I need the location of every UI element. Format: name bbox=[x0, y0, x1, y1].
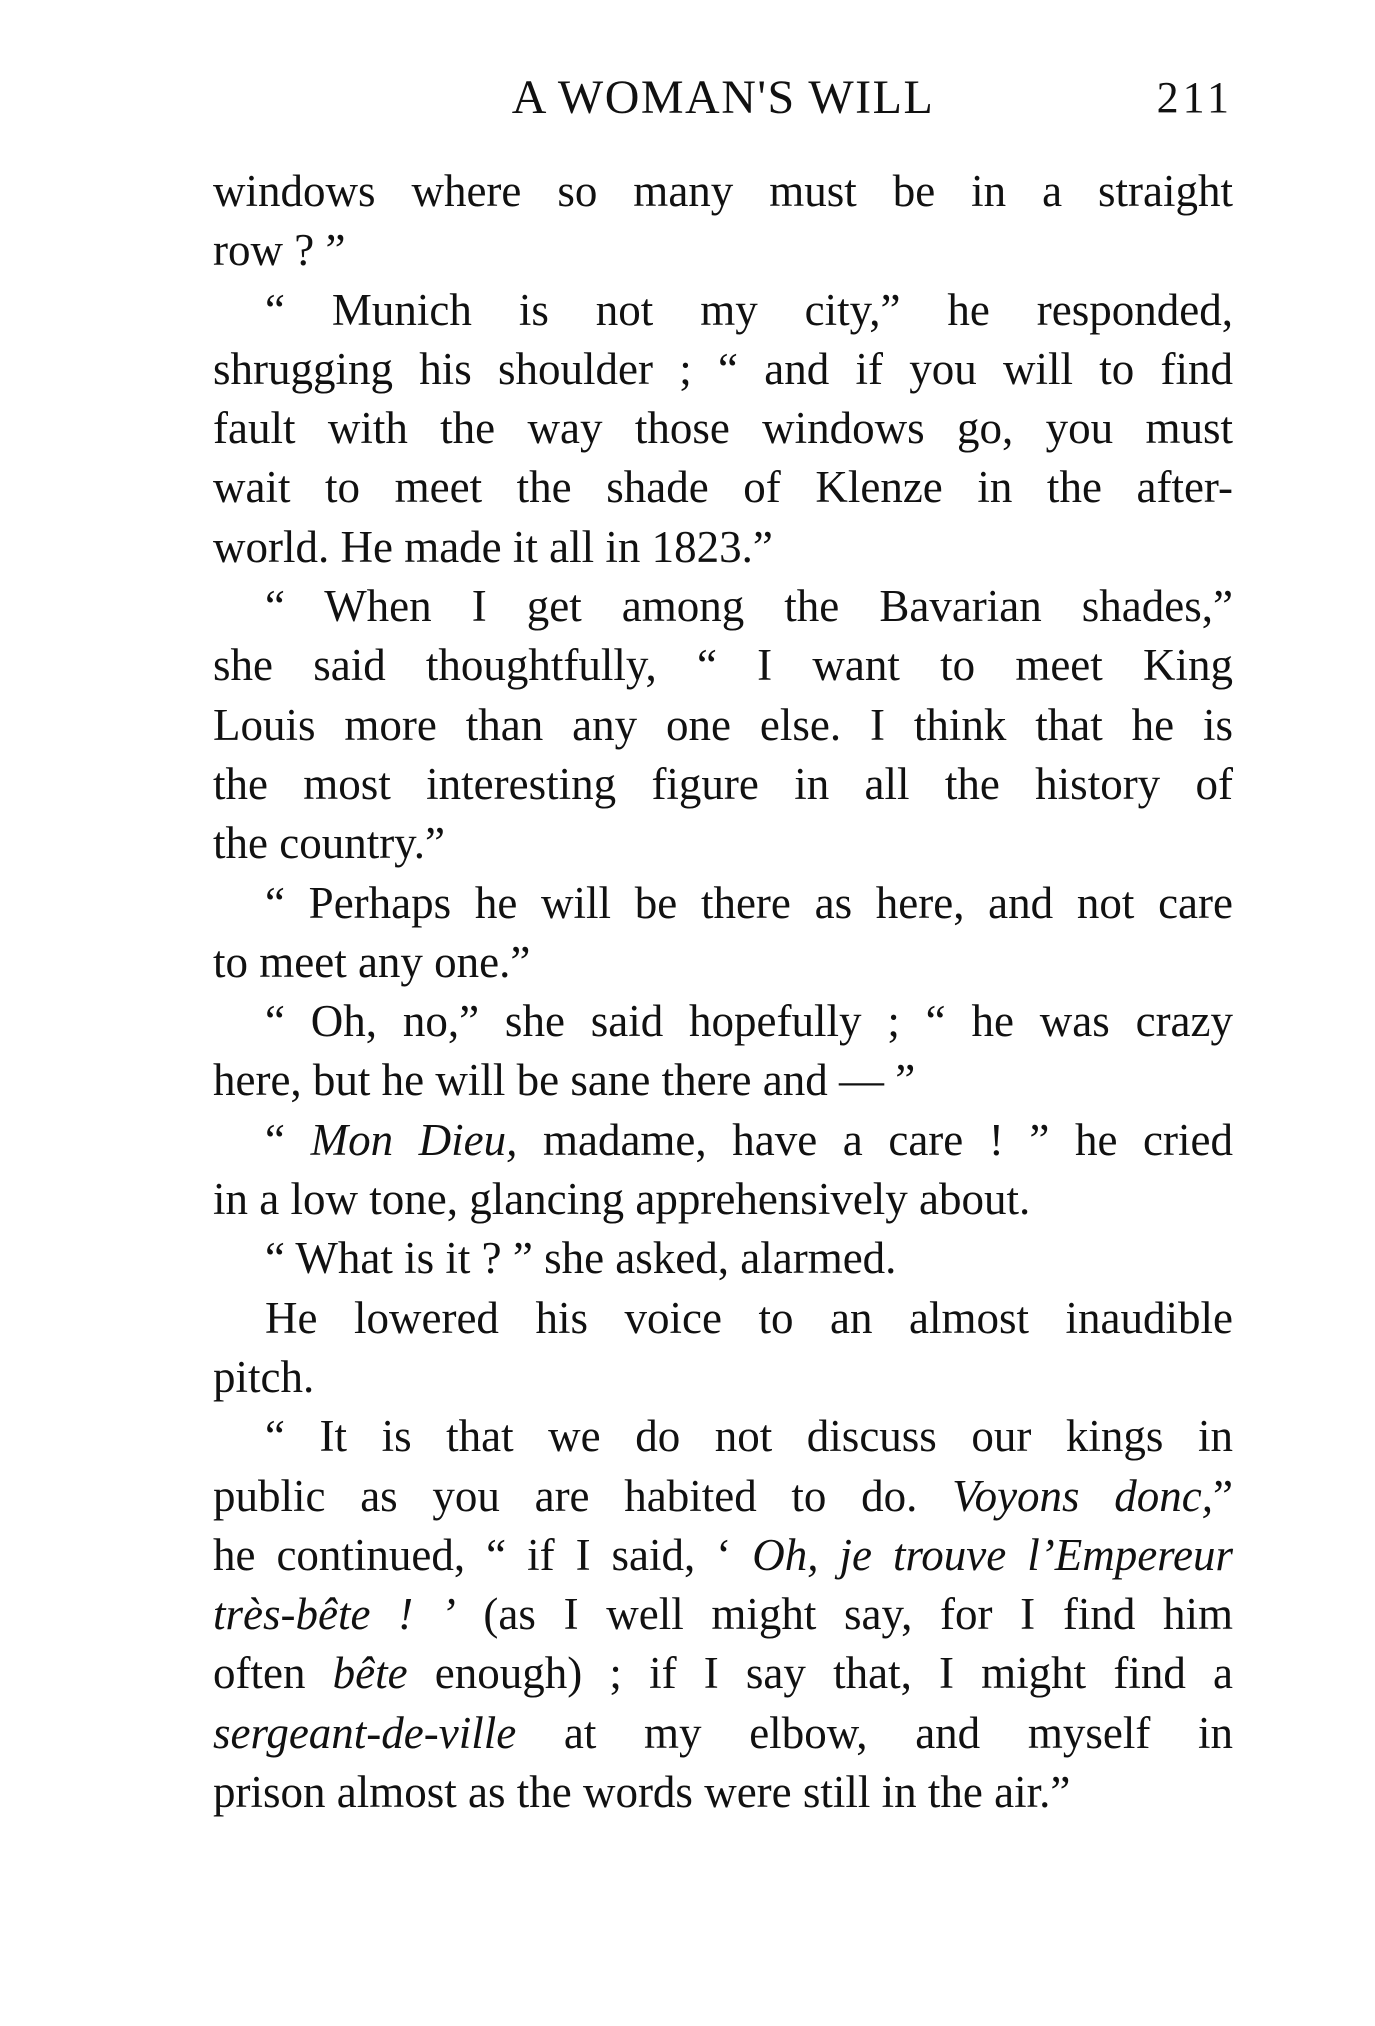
italic-phrase: Mon Dieu, bbox=[310, 1114, 518, 1165]
text-line: here, but he will be sane there and — ” bbox=[213, 1055, 916, 1106]
text-line: the most interesting figure in all the history of bbox=[213, 758, 1233, 809]
text-line: “ When I get among the Bavarian shades,” bbox=[265, 581, 1233, 632]
text-line: she said thoughtfully, “ I want to meet King bbox=[213, 640, 1233, 691]
text-run: enough) ; if I say that, I might find a bbox=[407, 1648, 1233, 1699]
text-line: to meet any one.” bbox=[213, 936, 531, 987]
text-run: (as I well might say, for I find him bbox=[455, 1589, 1233, 1640]
italic-phrase: Oh, je trouve l’Empereur bbox=[752, 1529, 1233, 1580]
text-run: public as you are habited to do. bbox=[213, 1470, 953, 1521]
text-line: row ? ” bbox=[213, 225, 346, 276]
text-run: “ bbox=[265, 1114, 311, 1165]
text-run: madame, have a care ! ” he cried bbox=[517, 1114, 1233, 1165]
text-line: He lowered his voice to an almost inaudible bbox=[265, 1292, 1233, 1343]
text-line: fault with the way those windows go, you must bbox=[213, 403, 1233, 454]
text-run: he continued, “ if I said, ‘ bbox=[213, 1529, 753, 1580]
text-line bbox=[213, 1526, 1233, 1585]
body-text bbox=[213, 162, 1233, 1822]
italic-phrase: très-bête ! ’ bbox=[213, 1589, 456, 1640]
text-line: in a low tone, glancing apprehensively about. bbox=[213, 1174, 1031, 1225]
text-line: “ Oh, no,” she said hopefully ; “ he was crazy bbox=[265, 996, 1233, 1047]
page-header bbox=[213, 70, 1233, 130]
text-line: world. He made it all in 1823.” bbox=[213, 521, 773, 572]
text-line bbox=[213, 1467, 1233, 1526]
text-line bbox=[213, 1585, 1233, 1644]
text-line: pitch. bbox=[213, 1351, 315, 1402]
page-number: 211 bbox=[1156, 73, 1233, 122]
text-line bbox=[213, 1644, 1233, 1703]
text-line: shrugging his shoulder ; “ and if you will to find bbox=[213, 343, 1233, 394]
text-line: prison almost as the words were still in the air.” bbox=[213, 1767, 1071, 1818]
text-line: Louis more than any one else. I think that he is bbox=[213, 699, 1233, 750]
italic-phrase: sergeant-de-ville bbox=[213, 1707, 517, 1758]
italic-phrase: bête bbox=[332, 1648, 408, 1699]
text-line bbox=[213, 1704, 1233, 1763]
text-line: wait to meet the shade of Klenze in the after- bbox=[213, 462, 1233, 513]
running-title: A WOMAN'S WILL bbox=[511, 71, 935, 124]
text-run: at my elbow, and myself in bbox=[516, 1707, 1233, 1758]
text-line: “ Munich is not my city,” he responded, bbox=[265, 284, 1233, 335]
text-line: “ Perhaps he will be there as here, and not care bbox=[265, 877, 1233, 928]
italic-phrase: Voyons donc, bbox=[952, 1470, 1213, 1521]
text-line: “ It is that we do not discuss our kings in bbox=[265, 1411, 1233, 1462]
text-run: ” bbox=[1213, 1470, 1233, 1521]
text-line bbox=[213, 1111, 1233, 1170]
text-line: the country.” bbox=[213, 818, 445, 869]
text-line: “ What is it ? ” she asked, alarmed. bbox=[265, 1233, 897, 1284]
text-run: often bbox=[213, 1648, 333, 1699]
text-line: windows where so many must be in a straight bbox=[213, 166, 1233, 216]
